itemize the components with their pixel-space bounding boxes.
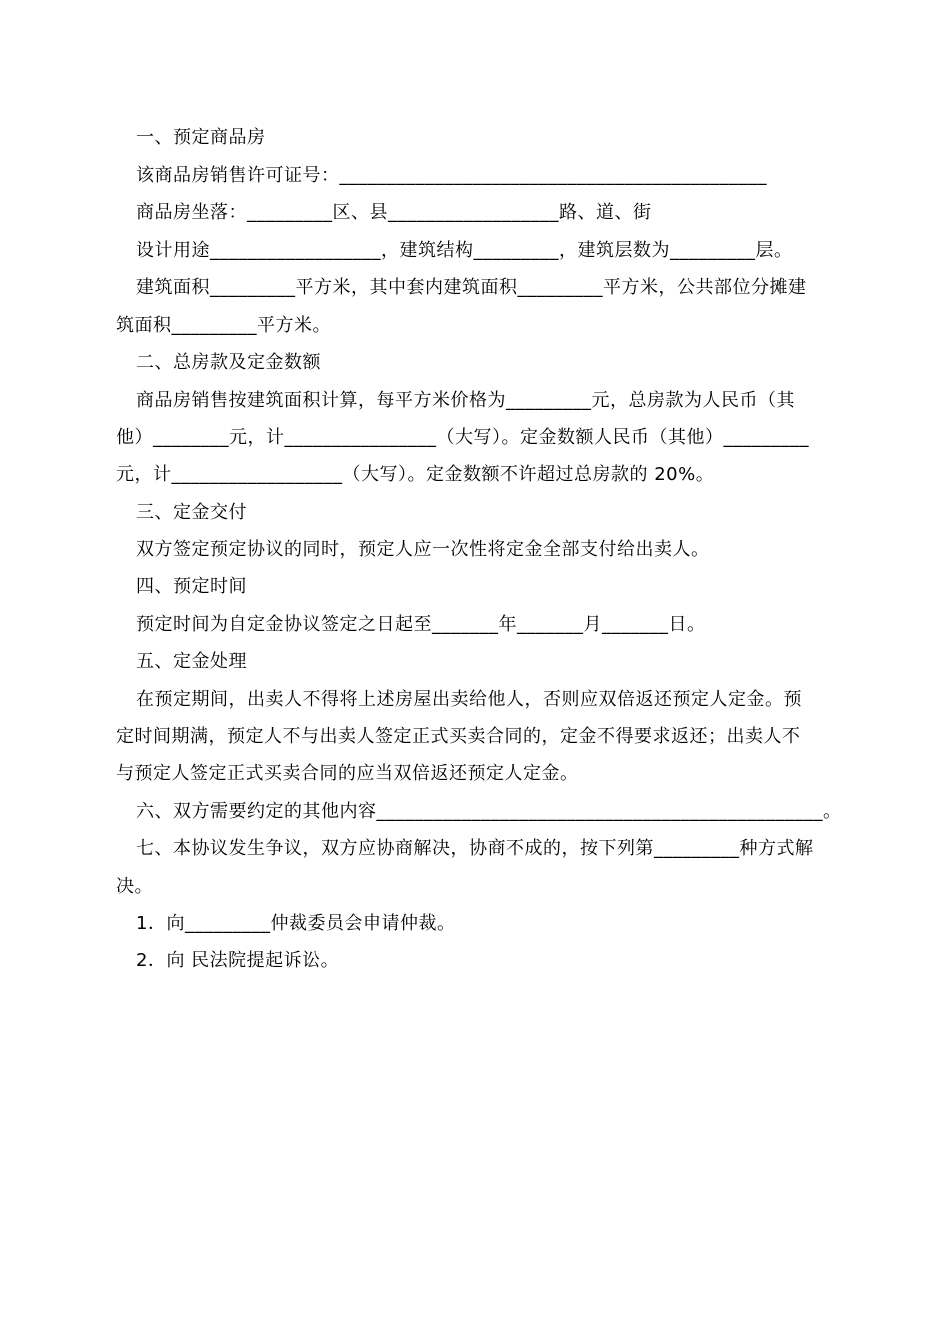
deposit-handling-line-1: 在预定期间，出卖人不得将上述房屋出卖给他人，否则应双倍返还预定人定金。预 (136, 689, 802, 710)
deposit-handling-line-2: 定时间期满，预定人不与出卖人签定正式买卖合同的，定金不得要求返还；出卖人不 (116, 726, 801, 747)
section-3-heading: 三、定金交付 (136, 502, 247, 523)
area-line-1: 建筑面积_________平方米，其中套内建筑面积_________平方米，公共部位分摊建 (136, 277, 807, 298)
sales-permit-line: 该商品房销售许可证号：_____________________________________________ (136, 165, 767, 186)
section-2-heading: 二、总房款及定金数额 (136, 352, 321, 373)
area-line-2: 筑面积_________平方米。 (116, 315, 331, 336)
arbitration-option: 1．向_________仲裁委员会申请仲裁。 (136, 913, 456, 934)
price-line-2: 他）________元，计________________（大写）。定金数额人民币（其他）_________ (116, 427, 809, 448)
section-7-line-1: 七、本协议发生争议，双方应协商解决，协商不成的，按下列第_________种方式解 (136, 838, 814, 859)
section-5-heading: 五、定金处理 (136, 651, 247, 672)
section-1-heading: 一、预定商品房 (136, 127, 266, 148)
design-usage-line: 设计用途__________________，建筑结构_________，建筑层数为_________层。 (136, 240, 793, 261)
deposit-handling-line-3: 与预定人签定正式买卖合同的应当双倍返还预定人定金。 (116, 763, 579, 784)
section-6-line: 六、双方需要约定的其他内容_______________________________________________。 (136, 801, 842, 822)
price-line-1: 商品房销售按建筑面积计算，每平方米价格为_________元，总房款为人民币（其 (136, 390, 795, 411)
price-line-3: 元，计__________________（大写）。定金数额不许超过总房款的 20%。 (116, 464, 715, 485)
section-7-line-2: 决。 (116, 876, 153, 897)
location-line: 商品房坐落：_________区、县__________________路、道、街 (136, 202, 652, 223)
deposit-payment-line: 双方签定预定协议的同时，预定人应一次性将定金全部支付给出卖人。 (136, 539, 710, 560)
reservation-time-line: 预定时间为自定金协议签定之日起至_______年_______月_______日。 (136, 614, 706, 635)
litigation-option: 2．向 民法院提起诉讼。 (136, 950, 340, 971)
section-4-heading: 四、预定时间 (136, 576, 247, 597)
